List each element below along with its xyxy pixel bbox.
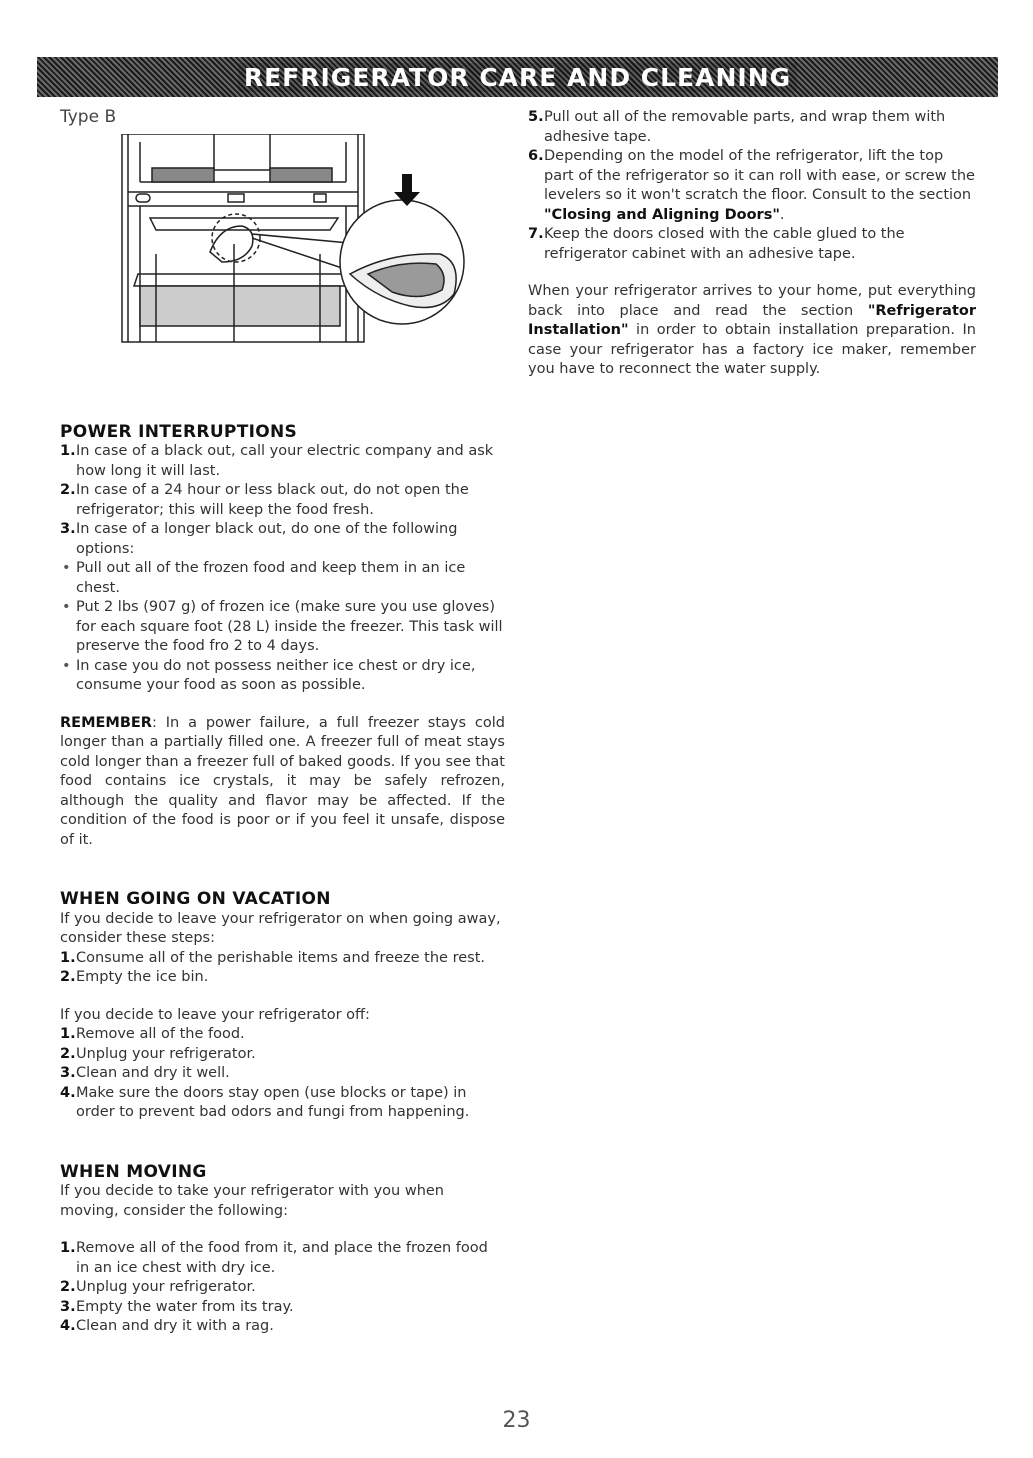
bullet-item: • In case you do not possess neither ice chest or dry ice, consume your food as soon as possible. <box>60 657 505 696</box>
section-banner <box>37 57 998 97</box>
list-item: 2. In case of a 24 hour or less black out, do not open the refrigerator; this will keep the food fresh. <box>60 482 469 518</box>
right-column <box>528 108 976 380</box>
list-item: 5. Pull out all of the removable parts, and wrap them with adhesive tape. <box>528 109 946 145</box>
vacation-off-intro: If you decide to leave your refrigerator off: <box>60 1006 370 1023</box>
arrival-paragraph: When your refrigerator arrives to your home, put everything back into place and read the section "Refrigerator Installation" in order to obtain installation preparation. In case your refrigerator has a factory ice maker, remember you have to reconnect the water supply. <box>528 283 976 377</box>
remember-label: REMEMBER <box>60 714 152 731</box>
moving-heading: WHEN MOVING <box>60 1161 207 1182</box>
list-item: 2. Empty the ice bin. <box>60 969 209 985</box>
installation-section-ref: "Refrigerator Installation" <box>528 302 976 338</box>
list-item: 4. Make sure the doors stay open (use blocks or tape) in order to prevent bad odors and fungi from happening. <box>60 1084 470 1120</box>
list-item: 1. In case of a black out, call your electric company and ask how long it will last. <box>60 443 494 479</box>
bullet-item: • Put 2 lbs (907 g) of frozen ice (make sure you use gloves) for each square foot (28 L) inside the freezer. This task will preserve the food fro 2 to 4 days. <box>60 598 505 657</box>
vacation-heading: WHEN GOING ON VACATION <box>60 889 331 909</box>
list-item: 3. Empty the water from its tray. <box>60 1298 294 1315</box>
list-item: 7. Keep the doors closed with the cable glued to the refrigerator cabinet with an adhesive tape. <box>528 226 905 262</box>
doors-section-ref: "Closing and Aligning Doors" <box>544 206 780 223</box>
power-heading: POWER INTERRUPTIONS <box>60 421 298 442</box>
bullet-item: • Pull out all of the frozen food and keep them in an ice chest. <box>60 559 505 598</box>
list-item: 1. Consume all of the perishable items and freeze the rest. <box>60 949 485 966</box>
list-item: 1. Remove all of the food from it, and place the frozen food in an ice chest with dry ice. <box>60 1240 488 1276</box>
page-number: 23 <box>502 1408 531 1433</box>
list-item: 2. Unplug your refrigerator. <box>60 1279 256 1295</box>
list-item: 4. Clean and dry it with a rag. <box>60 1318 274 1334</box>
refrigerator-illustration <box>110 134 470 394</box>
moving-intro: If you decide to take your refrigerator with you when moving, consider the following: <box>60 1183 445 1219</box>
list-item: 6. Depending on the model of the refrigerator, lift the top part of the refrigerator so it can roll with ease, or screw the levelers so it won't scratch the floor. Consult to the section "Closing and Aligning Doors". <box>528 148 975 223</box>
banner-title: REFRIGERATOR CARE AND CLEANING <box>238 63 797 92</box>
list-item: 3. Clean and dry it well. <box>60 1065 230 1081</box>
remember-note: REMEMBER: In a power failure, a full freezer stays cold longer than a partially filled one. A freezer full of meat stays cold longer than a freezer full of baked goods. If you see that food contains ice crystals, it may be safely refrozen, although the quality and flavor may be affected. If the condition of the food is poor or if you feel it unsafe, dispose of it. <box>60 714 505 848</box>
list-item: 3. In case of a longer black out, do one of the following options: <box>60 521 458 557</box>
vacation-intro: If you decide to leave your refrigerator on when going away, consider these steps: <box>60 910 501 946</box>
figure-caption: Type B <box>60 107 117 127</box>
left-column <box>60 108 505 1337</box>
list-item: 2. Unplug your refrigerator. <box>60 1045 256 1062</box>
list-item: 1. Remove all of the food. <box>60 1026 245 1042</box>
